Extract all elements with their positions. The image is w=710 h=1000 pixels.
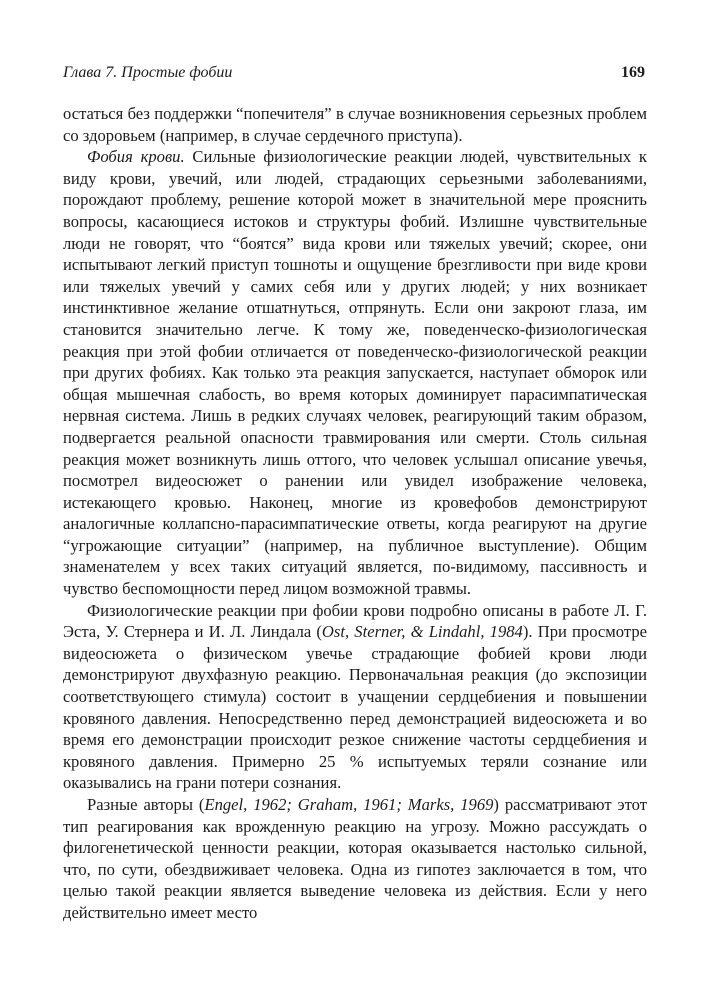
paragraph-2 [63, 146, 647, 599]
paragraph-4-text-a: Разные авторы ( [87, 795, 205, 814]
paragraph-3-citation: Ost, Sterner, & Lindahl, 1984 [321, 622, 523, 642]
paragraph-3 [63, 600, 647, 794]
page-number: 169 [621, 64, 645, 81]
paragraph-1-text: остаться без поддержки “попечителя” в случае возникновения серьезных проблем со здоровьем (например, в случае сердечного приступа). [63, 104, 647, 145]
paragraph-2-lead: Фобия крови. [87, 147, 185, 167]
chapter-title: Глава 7. Простые фобии [63, 64, 233, 81]
paragraph-3-text-b: ). При просмотре видеосюжета о физическом увечье страдающие фобией крови люди демонстрируют двухфазную реакцию. Первоначальная реакция (до экспозиции соответствующего стимула) состоит в учащении сердцебиения и повышении кровяного давления. Непосредственно перед демонстрацией видеосюжета и во время его демонстрации происходит резкое снижение частоты сердцебиения и кровяного давления. Примерно 25 % испытуемых теряли сознание или оказывались на грани потери сознания. [63, 622, 647, 793]
paragraph-2-text: Сильные физиологические реакции людей, чувствительных к виду крови, увечий, или людей, страдающих серьезными заболеваниями, порождают проблему, решение которой может в значительной мере прояснить вопросы, касающиеся истоков и структуры фобий. Излишне чувствительные люди не говорят, что “боятся” вида крови или тяжелых увечий; скорее, они испытывают легкий приступ тошноты и ощущение брезгливости при виде крови или тяжелых увечий у самих себя или у других людей; у них возникает инстинктивное желание отшатнуться, отпрянуть. Если они закроют глаза, им становится значительно легче. К тому же, поведенческо-физиологическая реакция при этой фобии отличается от поведенческо-физиологической реакции при других фобиях. Как только эта реакция запускается, наступает обморок или общая мышечная слабость, во время которых доминирует парасимпатическая нервная система. Лишь в редких случаях человек, реагирующий таким образом, подвергается реальной опасности травмирования или смерти. Столь сильная реакция может возникнуть лишь оттого, что человек услышал описание увечья, посмотрел видеосюжет о ранении или увидел изображение человека, истекающего кровью. Наконец, многие из кровефобов демонстрируют аналогичные коллапсно-парасимпатические ответы, когда реагируют на другие “угрожающие ситуации” (например, на публичное выступление). Общим знаменателем у всех таких ситуаций является, по-видимому, пассивность и чувство беспомощности перед лицом возможной травмы. [63, 147, 647, 599]
paragraph-4-citation: Engel, 1962; Graham, 1961; Marks, 1969 [204, 795, 494, 814]
paragraph-1 [63, 103, 647, 146]
body-text [63, 103, 647, 924]
paragraph-3-text-a: Физиологические реакции при фобии крови подробно описаны в работе Л. Г. Эста, У. Стернера и И. Л. Линдала ( [63, 600, 647, 642]
running-head [63, 62, 645, 84]
paragraph-4 [63, 794, 647, 924]
paragraph-4-text-b: ) рассматривают этот тип реагирования как врожденную реакцию на угрозу. Можно рассуждать о филогенетической ценности реакции, которая оказывается настолько сильной, что, по сути, обездвиживает человека. Одна из гипотез заключается в том, что целью такой реакции является выведение человека из действия. Если у него действительно имеет место [63, 795, 647, 922]
